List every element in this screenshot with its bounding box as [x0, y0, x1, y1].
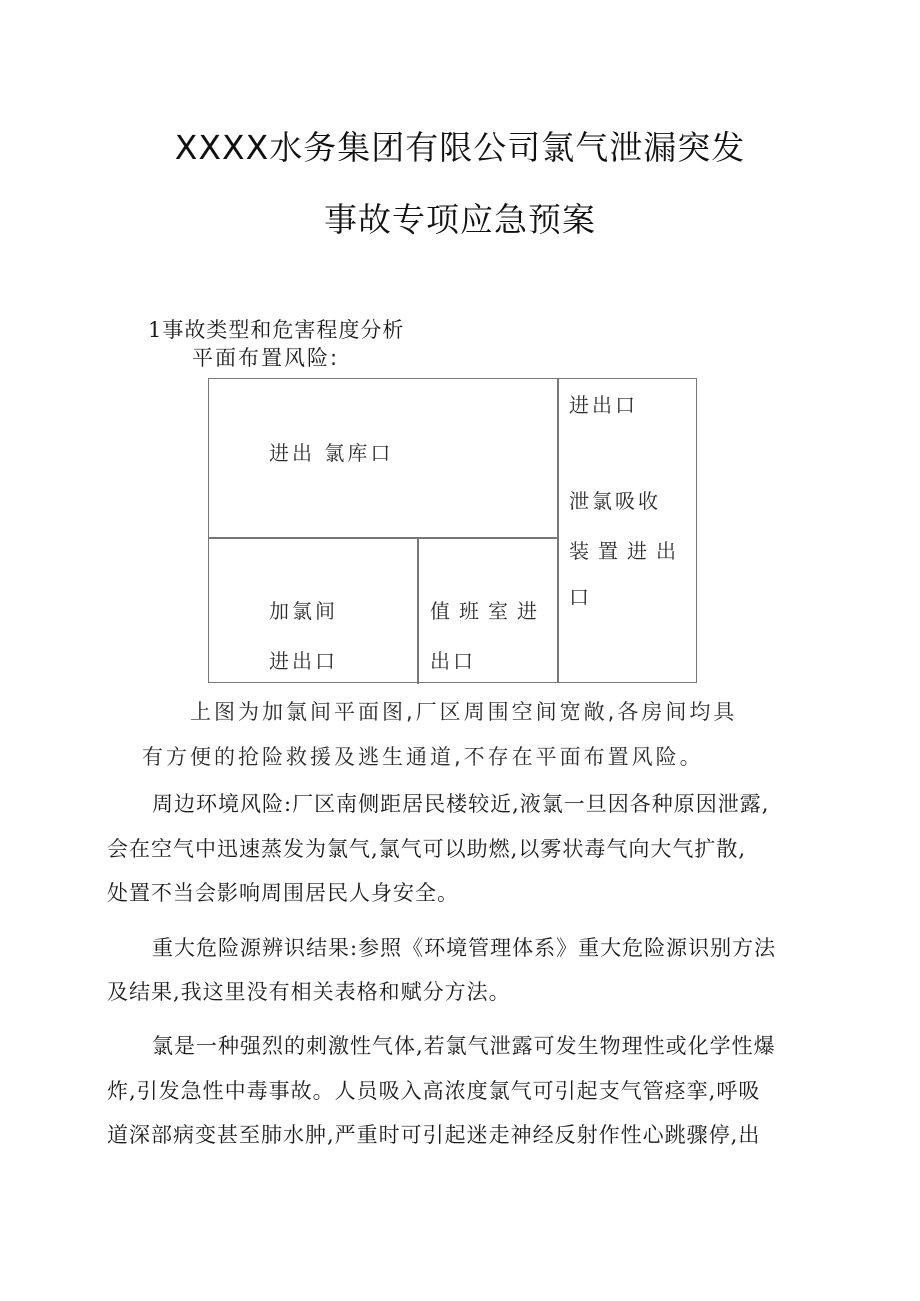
document-title-line-2: 事故专项应急预案 [324, 200, 596, 239]
plan-divider-vertical-bottom [417, 537, 419, 684]
plan-divider-horizontal [209, 537, 557, 539]
plan-caption-line-2: 有方便的抢险救援及逃生通道,不存在平面布置风险。 [142, 745, 704, 769]
floor-plan-diagram [208, 378, 697, 683]
paragraph-line: 周边环境风险:厂区南侧距居民楼较近,液氯一旦因各种原因泄露, [152, 792, 770, 816]
paragraph-line: 道深部病变甚至肺水肿,严重时可引起迷走神经反射作性心跳骤停,出 [107, 1123, 761, 1147]
room-absorber-label-line-3: 口 [569, 585, 589, 609]
room-chlorine-storage-label: 进出 氯库口 [269, 441, 394, 465]
paragraph-line: 重大危险源辨识结果:参照《环境管理体系》重大危险源识别方法 [152, 936, 777, 960]
paragraph-line: 氯是一种强烈的刺激性气体,若氯气泄露可发生物理性或化学性爆 [152, 1034, 776, 1058]
plan-divider-vertical-right [557, 379, 559, 682]
paragraph-line: 及结果,我这里没有相关表格和赋分方法。 [107, 980, 511, 1004]
room-dosing-label-line-1: 加氯间 [269, 599, 338, 623]
room-dosing-label-line-2: 进出口 [269, 649, 338, 673]
paragraph-line: 处置不当会影响周围居民人身安全。 [107, 881, 459, 905]
room-absorber-label-line-2: 装置进出 [569, 539, 685, 563]
room-absorber-label-line-1: 泄氯吸收 [569, 489, 661, 513]
room-duty-label-line-2: 出口 [430, 649, 476, 673]
plan-caption-line-1: 上图为加氯间平面图,厂区周围空间宽敞,各房间均具 [190, 700, 738, 724]
document-title-line-1: XXXX水务集团有限公司氯气泄漏突发 [174, 128, 746, 167]
paragraph-line: 会在空气中迅速蒸发为氯气,氯气可以助燃,以雾状毒气向大气扩散, [107, 837, 747, 861]
room-duty-label-line-1: 值班室进 [430, 599, 546, 623]
section-heading: 1事故类型和危害程度分析 [148, 318, 405, 342]
paragraph-line: 炸,引发急性中毒事故。人员吸入高浓度氯气可引起支气管痉挛,呼吸 [107, 1079, 761, 1103]
room-right-entrance-label: 进出口 [569, 393, 638, 417]
plan-risk-label: 平面布置风险: [192, 346, 340, 370]
